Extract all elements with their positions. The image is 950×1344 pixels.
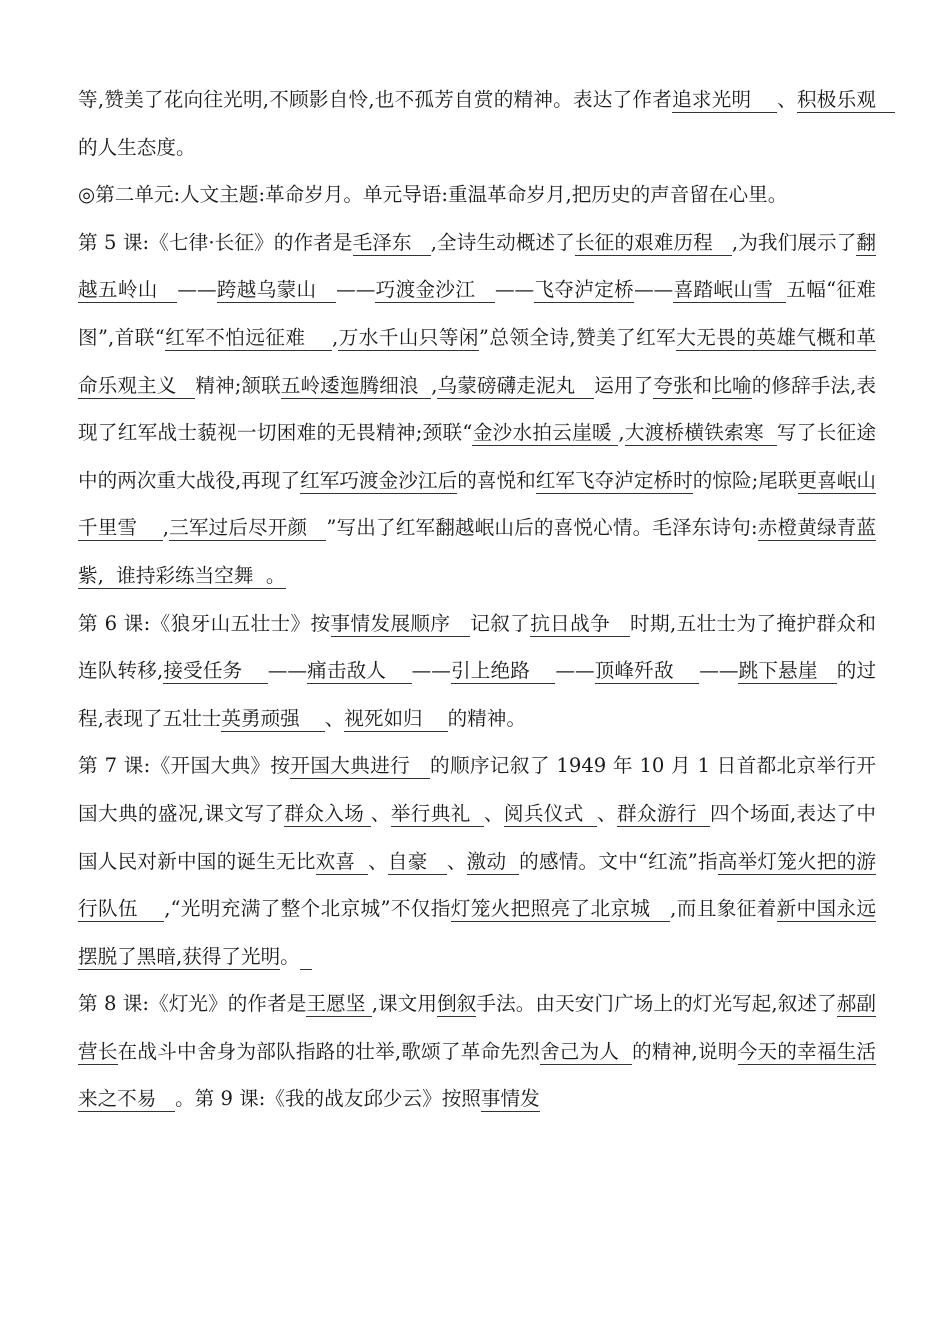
filled-blank-answer: 跳下悬崖 <box>738 659 837 683</box>
paragraph <box>78 219 876 600</box>
filled-blank-answer: 英勇顽强 <box>221 706 325 730</box>
text-segment: ,而且象征着 <box>670 897 777 921</box>
text-segment: 。 <box>280 944 300 968</box>
paragraph <box>78 980 876 1123</box>
text-segment: —— <box>411 659 451 683</box>
text-segment: —— <box>555 659 595 683</box>
filled-blank-answer: 顶峰歼敌 <box>594 659 700 683</box>
text-segment: 写了长征途中的两次重大战役,再现了 <box>78 421 876 492</box>
filled-blank-answer: 五岭逶迤腾细浪 <box>280 373 432 397</box>
paragraph <box>78 76 895 171</box>
text-segment: 、 <box>370 801 391 825</box>
text-segment: —— <box>177 278 217 302</box>
filled-blank-answer: 翻越五岭山 <box>78 230 877 302</box>
filled-blank-answer: 飞夺泸定桥 <box>534 278 635 302</box>
text-segment: —— <box>494 278 535 302</box>
filled-blank-answer: 高举灯笼火把的游行队伍 <box>78 849 877 921</box>
filled-blank-answer: 引上绝路 <box>450 659 556 683</box>
filled-blank-answer: 万水千山只等闲 <box>338 325 479 349</box>
filled-blank-answer: 舍己为人 <box>540 1039 633 1063</box>
filled-blank-answer: 巧渡金沙江 <box>375 278 495 302</box>
text-segment: 的修辞手法,表现了红军战士藐视一切困难的无畏精神;颈联“ <box>78 373 877 445</box>
text-segment: 第 5 课:《七律·长征》的作者是 <box>78 230 353 254</box>
text-segment: —— <box>699 659 739 683</box>
text-segment: ”写出了红军翻越岷山后的喜悦心情。毛泽东诗句: <box>326 516 758 540</box>
text-segment: —— <box>634 278 674 302</box>
filled-blank-answer: 抗日战争 <box>530 611 630 635</box>
text-segment: 四个场面,表达了中国人民对新中国的诞生无比 <box>78 801 877 873</box>
text-segment: 第 7 课:《开国大典》按 <box>78 754 291 778</box>
filled-blank-answer: 积极乐观 <box>796 88 895 111</box>
text-segment: 的喜悦和 <box>457 468 536 492</box>
filled-blank-answer: 金沙水拍云崖暖 <box>472 421 619 445</box>
filled-blank-answer: 灯笼火把照亮了北京城 <box>450 897 671 921</box>
text-segment: ,为我们展示了 <box>731 230 857 254</box>
filled-blank-answer: 欢喜 <box>315 849 369 873</box>
filled-blank-answer: 大无畏的英雄气概和革命乐观主义 <box>78 325 877 397</box>
filled-blank-answer: 事情发 <box>480 1087 540 1111</box>
filled-blank-answer: 郝副营长 <box>78 992 877 1063</box>
filled-blank-answer: 红军巧渡金沙江后 <box>300 468 458 492</box>
text-segment: ,“光明充满了整个北京城”不仅指 <box>164 897 451 921</box>
filled-blank-answer: 事情发展顺序 <box>330 611 471 635</box>
text-segment: , <box>162 516 169 540</box>
text-segment: 的惊险;尾联 <box>692 468 798 492</box>
filled-blank-answer: 三军过后尽开颜 <box>168 516 327 540</box>
filled-blank-answer: 夸张 <box>653 373 693 397</box>
filled-blank-answer: 长征的艰难历程 <box>574 230 732 254</box>
text-segment: 、 <box>596 801 617 825</box>
filled-blank-answer: 比喻 <box>712 373 752 397</box>
filled-blank-answer: 接受任务 <box>163 659 268 683</box>
text-segment: —— <box>267 659 308 683</box>
filled-blank-answer: 激动 <box>466 849 520 873</box>
filled-blank-answer: 举行典礼 <box>390 801 484 825</box>
text-segment: 、 <box>368 849 388 873</box>
text-segment: 时期,五壮士为了掩护群众和连队转移, <box>78 611 877 683</box>
text-segment: 五幅“征难图”,首联“ <box>78 278 877 349</box>
text-segment: 精神;颔联 <box>195 373 281 397</box>
text-segment: —— <box>336 278 376 302</box>
text-segment: ”总领全诗,赞美了红军 <box>478 325 677 349</box>
text-segment: ,全诗生动概述了 <box>430 230 575 254</box>
text-segment: 手法。由天安门广场上的灯光写起,叙述了 <box>476 992 837 1016</box>
text-segment: 等,赞美了花向往光明,不顾影自怜,也不孤芳自赏的精神。表达了作者 <box>78 88 673 111</box>
filled-blank-answer: 痛击敌人 <box>307 659 412 683</box>
text-segment: 、 <box>324 706 345 730</box>
filled-blank-answer: 喜踏岷山雪 <box>673 278 787 302</box>
document-page <box>78 76 895 1123</box>
paragraph <box>78 171 876 219</box>
filled-blank-answer: 群众入场 <box>284 801 371 825</box>
filled-blank-answer: 倒叙 <box>437 992 477 1016</box>
filled-blank-answer: 毛泽东 <box>352 230 431 254</box>
filled-blank-answer: 更喜岷山千里雪 <box>78 468 877 540</box>
text-segment: ◎第二单元:人文主题:革命岁月。单元导语:重温革命岁月,把历史的声音留在心里。 <box>78 183 788 207</box>
filled-blank-answer: 今天的幸福生活来之不易 <box>78 1039 877 1111</box>
filled-blank-answer: 开国大典进行 <box>290 754 430 778</box>
filled-blank-answer: 大渡桥横铁索寒 <box>624 421 777 445</box>
text-segment: 的人生态度。 <box>78 135 196 159</box>
text-segment: 、 <box>446 849 467 873</box>
filled-blank-answer: 自豪 <box>387 849 447 873</box>
text-segment: 的精神,说明 <box>632 1039 738 1063</box>
text-segment: 记叙了 <box>470 611 531 635</box>
filled-blank-answer: 红军不怕远征难 <box>164 325 333 349</box>
text-segment: 的感情。文中“红流”指 <box>519 849 718 873</box>
text-segment: 。第 9 课:《我的战友邱少云》按照 <box>175 1087 481 1111</box>
filled-blank-answer: 王愿坚 <box>306 992 372 1016</box>
filled-blank-answer: 红军飞夺泸定桥时 <box>535 468 693 492</box>
text-segment: 第 8 课:《灯光》的作者是 <box>78 992 307 1016</box>
text-segment: 的精神。 <box>447 706 526 730</box>
filled-blank-answer: 赤橙黄绿青蓝紫, 谁持彩练当空舞 。 <box>78 516 877 587</box>
filled-blank-answer: 乌蒙磅礴走泥丸 <box>437 373 595 397</box>
filled-blank-answer: 视死如归 <box>344 706 448 730</box>
text-segment: 运用了 <box>594 373 654 397</box>
text-segment: 在战斗中舍身为部队指路的壮举,歌颂了革命先烈 <box>117 1039 540 1063</box>
paragraph <box>78 600 876 743</box>
filled-blank-answer: 群众游行 <box>616 801 711 825</box>
filled-blank-answer <box>300 945 312 970</box>
filled-blank-answer: 跨越乌蒙山 <box>216 278 337 302</box>
filled-blank-answer: 追求光明 <box>672 88 778 111</box>
text-segment: 的顺序记叙了 1949 年 10 月 1 日首都北京举行开国大典的盛况,课文写了 <box>78 754 876 825</box>
text-segment: 和 <box>692 373 713 397</box>
filled-blank-answer: 新中国永远摆脱了黑暗,获得了光明 <box>78 897 877 968</box>
text-segment: , <box>618 421 625 445</box>
text-segment: 、 <box>777 88 797 111</box>
paragraph <box>78 742 876 980</box>
text-segment: 的过程,表现了五壮士 <box>78 659 877 730</box>
text-segment: , <box>332 325 339 349</box>
text-segment: , <box>431 373 438 397</box>
filled-blank-answer: 阅兵仪式 <box>503 801 597 825</box>
text-segment: 第 6 课:《狼牙山五壮士》按 <box>78 611 331 635</box>
text-segment: 、 <box>483 801 504 825</box>
text-segment: ,课文用 <box>371 992 438 1016</box>
